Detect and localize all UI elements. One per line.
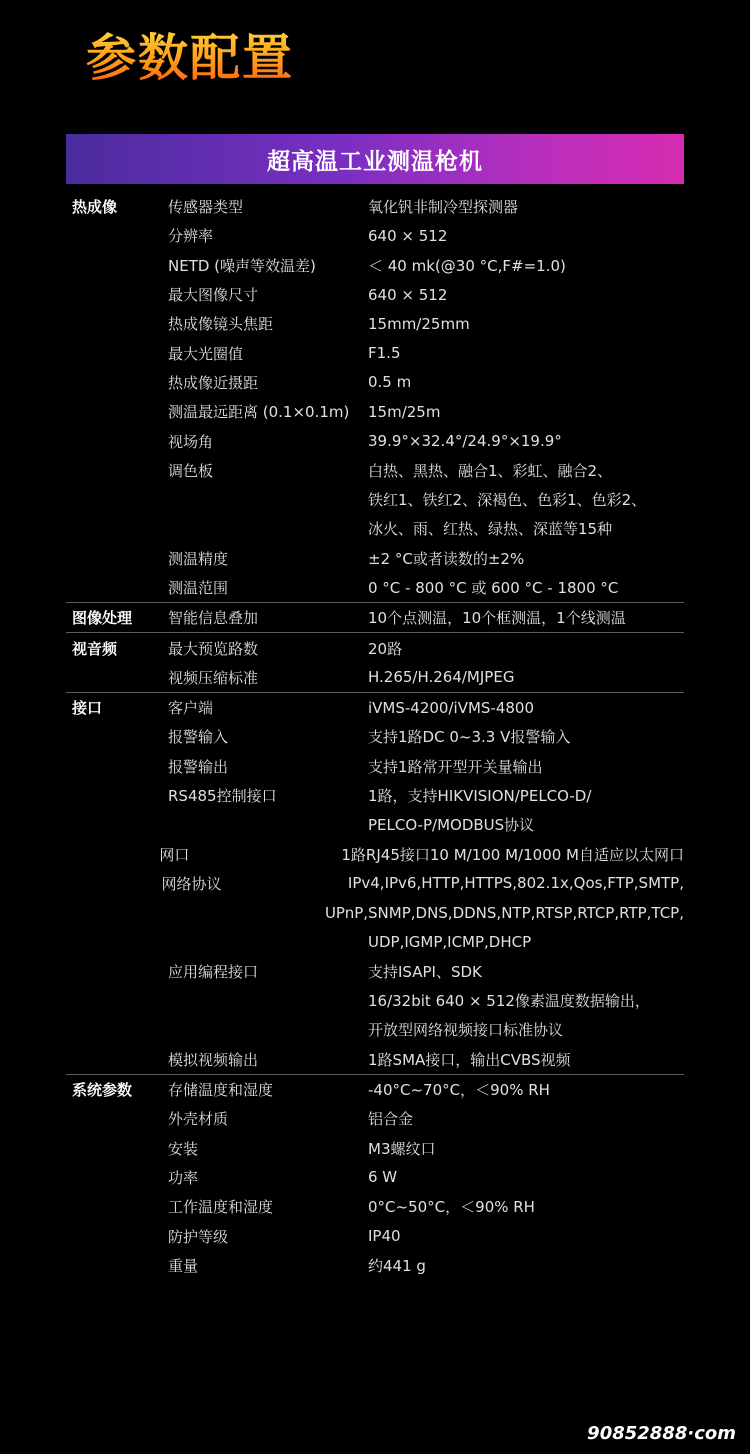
- spec-value: 铝合金: [368, 1110, 414, 1129]
- spec-group: [66, 633, 684, 693]
- spec-value: 15mm/25mm: [368, 314, 470, 333]
- spec-row: [66, 752, 684, 781]
- spec-label: 应用编程接口: [168, 962, 259, 981]
- spec-value: ±2 °C或者读数的±2%: [368, 549, 525, 568]
- spec-value: 支持ISAPI、SDK: [368, 962, 482, 981]
- spec-row: [66, 309, 684, 338]
- spec-value: 1路SMA接口，输出CVBS视频: [368, 1050, 571, 1069]
- spec-label: 视频压缩标准: [168, 668, 259, 687]
- spec-value: UPnP,SNMP,DNS,DDNS,NTP,RTSP,RTCP,RTP,TCP,: [324, 903, 684, 922]
- watermark: 90852888·com: [587, 1423, 736, 1444]
- spec-value: 20路: [368, 639, 403, 658]
- spec-row: [66, 544, 684, 573]
- spec-label: 模拟视频输出: [168, 1050, 259, 1069]
- spec-category: 系统参数: [72, 1081, 133, 1100]
- spec-row: [66, 192, 684, 221]
- spec-value: 10个点测温，10个框测温，1个线测温: [368, 609, 626, 628]
- spec-label: 报警输出: [168, 757, 229, 776]
- banner-title: 超高温工业测温枪机: [267, 148, 483, 175]
- page-title: 参数配置: [86, 29, 294, 87]
- spec-label: 工作温度和湿度: [168, 1198, 274, 1217]
- spec-value: 支持1路DC 0~3.3 V报警输入: [368, 728, 571, 747]
- spec-row: [66, 603, 684, 632]
- spec-row: [66, 280, 684, 309]
- spec-value: 铁红1、铁红2、深褐色、色彩1、色彩2、: [368, 491, 647, 510]
- spec-label: 功率: [168, 1168, 199, 1187]
- spec-label: 视场角: [168, 432, 214, 451]
- spec-value: 0°C~50°C，＜90% RH: [368, 1198, 535, 1217]
- spec-value: 15m/25m: [368, 402, 441, 421]
- spec-value: iVMS-4200/iVMS-4800: [368, 698, 535, 717]
- spec-label: 传感器类型: [168, 198, 244, 217]
- spec-row: [66, 693, 684, 722]
- spec-label: NETD (噪声等效温差): [168, 256, 316, 275]
- spec-row: [66, 1221, 684, 1250]
- spec-value: 1路，支持HIKVISION/PELCO-D/: [368, 787, 592, 806]
- spec-row: [66, 1192, 684, 1221]
- spec-value: 白热、黑热、融合1、彩虹、融合2、: [368, 461, 613, 480]
- spec-group: [66, 192, 684, 603]
- spec-row: [66, 251, 684, 280]
- spec-group: [66, 603, 684, 633]
- spec-value: -40°C~70°C，＜90% RH: [368, 1081, 550, 1100]
- spec-value: 6 W: [368, 1168, 398, 1187]
- spec-value: IPv4,IPv6,HTTP,HTTPS,802.1x,Qos,FTP,SMTP,: [347, 874, 684, 893]
- spec-label: 智能信息叠加: [168, 609, 259, 628]
- spec-value: M3螺纹口: [368, 1139, 436, 1158]
- spec-category: 热成像: [72, 198, 118, 217]
- spec-value: 冰火、雨、红热、绿热、深蓝等15种: [368, 520, 613, 539]
- spec-label: 安装: [168, 1139, 199, 1158]
- spec-row: [66, 663, 684, 692]
- spec-row: [66, 1104, 684, 1133]
- spec-row: [66, 221, 684, 250]
- spec-table: [66, 192, 684, 1280]
- spec-row: [66, 810, 684, 839]
- spec-row: [66, 1163, 684, 1192]
- spec-row: [66, 368, 684, 397]
- spec-row: [66, 338, 684, 367]
- spec-value: PELCO-P/MODBUS协议: [368, 816, 535, 835]
- spec-label: 测温最远距离 (0.1×0.1m): [168, 403, 350, 422]
- spec-category: 接口: [72, 699, 103, 718]
- spec-label: 最大图像尺寸: [168, 286, 259, 305]
- spec-group: [66, 1075, 684, 1280]
- spec-row: [66, 722, 684, 751]
- spec-value: 0.5 m: [368, 373, 412, 392]
- spec-row: [66, 898, 684, 927]
- spec-row: [66, 573, 684, 602]
- spec-label: 客户端: [168, 699, 214, 718]
- spec-label: 报警输入: [168, 728, 229, 747]
- spec-label: 分辨率: [168, 227, 214, 246]
- spec-group: [66, 693, 684, 1075]
- spec-value: IP40: [368, 1227, 401, 1246]
- spec-label: 测温范围: [168, 579, 229, 597]
- spec-category: 视音频: [72, 639, 118, 658]
- spec-value: F1.5: [368, 344, 401, 363]
- spec-value: 开放型网络视频接口标准协议: [368, 1021, 564, 1040]
- spec-label: 重量: [168, 1256, 199, 1275]
- spec-row: [66, 1045, 684, 1074]
- spec-label: 测温精度: [168, 549, 229, 568]
- spec-value: 支持1路常开型开关量输出: [368, 757, 543, 776]
- spec-row: [66, 456, 684, 485]
- spec-label: 外壳材质: [168, 1110, 229, 1129]
- spec-label: 热成像镜头焦距: [168, 315, 274, 334]
- spec-label: 最大光圈值: [168, 344, 244, 363]
- spec-row: [66, 633, 684, 662]
- spec-row: [66, 1134, 684, 1163]
- spec-value: 640 × 512: [368, 285, 448, 304]
- spec-row: [66, 986, 684, 1015]
- spec-value: 1路RJ45接口10 M/100 M/1000 M自适应以太网口: [341, 845, 684, 864]
- spec-value: 氧化钒非制冷型探测器: [368, 198, 519, 217]
- spec-value: UDP,IGMP,ICMP,DHCP: [368, 933, 532, 952]
- spec-value: 640 × 512: [368, 226, 448, 245]
- spec-row: [66, 485, 684, 514]
- spec-label: 调色板: [168, 461, 214, 480]
- spec-row: [66, 781, 684, 810]
- spec-category: 图像处理: [72, 609, 133, 628]
- spec-value: H.265/H.264/MJPEG: [368, 668, 515, 687]
- spec-row: [66, 1015, 684, 1044]
- spec-row: [66, 1251, 684, 1280]
- spec-label: RS485控制接口: [168, 787, 277, 806]
- spec-row: [66, 957, 684, 986]
- spec-row: [66, 869, 684, 898]
- spec-label: 网络协议: [161, 874, 222, 893]
- product-banner: [66, 134, 684, 184]
- spec-row: [66, 927, 684, 956]
- spec-row: [66, 1075, 684, 1104]
- spec-label: 热成像近摄距: [168, 373, 259, 392]
- spec-label: 网口: [159, 845, 190, 864]
- spec-value: 16/32bit 640 × 512像素温度数据输出，: [368, 992, 650, 1011]
- spec-row: [66, 397, 684, 426]
- spec-value: 39.9°×32.4°/24.9°×19.9°: [368, 432, 562, 451]
- spec-row: [66, 426, 684, 455]
- spec-row: [66, 514, 684, 543]
- spec-value: 0 °C - 800 °C 或 600 °C - 1800 °C: [368, 579, 619, 597]
- spec-value: 约441 g: [368, 1256, 426, 1275]
- spec-row: [66, 840, 684, 869]
- spec-label: 最大预览路数: [168, 639, 259, 658]
- spec-value: ＜ 40 mk(@30 °C,F#=1.0): [368, 256, 566, 275]
- spec-label: 存储温度和湿度: [168, 1081, 274, 1100]
- spec-label: 防护等级: [168, 1227, 229, 1246]
